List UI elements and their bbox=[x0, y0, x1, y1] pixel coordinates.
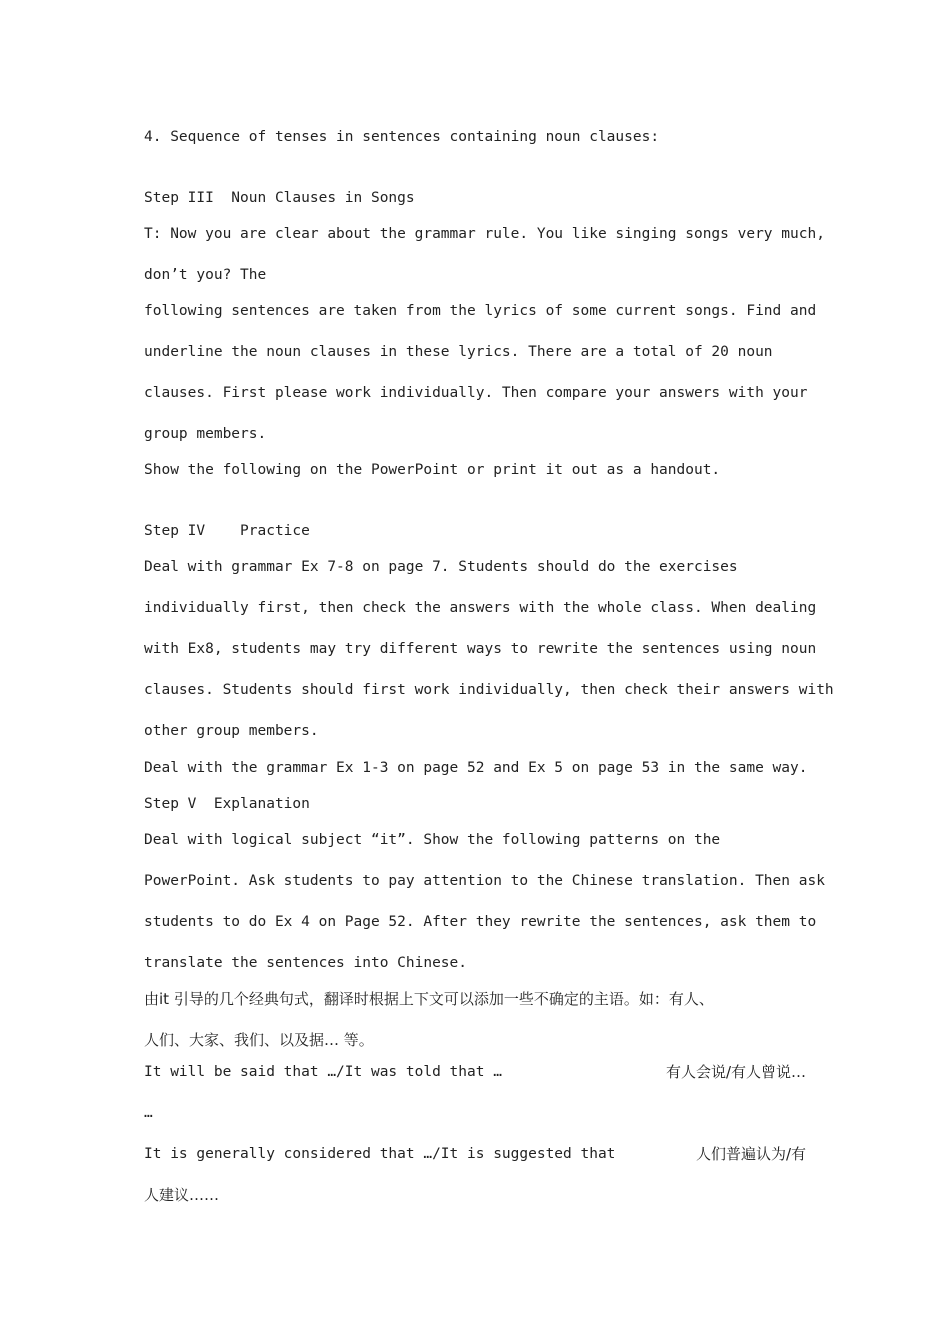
paragraph-line: students to do Ex 4 on Page 52. After they rewrite the sentences, ask them to bbox=[144, 914, 817, 930]
paragraph-line: T: Now you are clear about the grammar rule. You like singing songs very much, bbox=[144, 226, 825, 242]
paragraph-line: underline the noun clauses in these lyrics. There are a total of 20 noun bbox=[144, 344, 773, 360]
paragraph-line: clauses. First please work individually. Then compare your answers with your bbox=[144, 385, 808, 401]
paragraph-line: Deal with grammar Ex 7-8 on page 7. Students should do the exercises bbox=[144, 559, 738, 575]
paragraph-line: group members. bbox=[144, 426, 267, 442]
ellipsis-line: … bbox=[144, 1105, 153, 1121]
step-iii-heading: Step III Noun Clauses in Songs bbox=[144, 190, 415, 206]
paragraph-line: don’t you? The bbox=[144, 267, 267, 283]
pattern-line: It is generally considered that …/It is suggested that bbox=[144, 1146, 616, 1162]
pattern-translation: 有人会说/有人曾说… bbox=[665, 1063, 806, 1081]
heading-sequence-of-tenses: 4. Sequence of tenses in sentences containing noun clauses: bbox=[144, 129, 660, 145]
step-v-heading: Step V Explanation bbox=[144, 796, 310, 812]
pattern-translation-continued: 人建议…… bbox=[144, 1186, 220, 1204]
pattern-line: It will be said that …/It was told that … bbox=[144, 1064, 502, 1080]
paragraph-line: following sentences are taken from the lyrics of some current songs. Find and bbox=[144, 303, 817, 319]
paragraph-line: clauses. Students should first work individually, then check their answers with bbox=[144, 682, 834, 698]
step-iv-heading: Step IV Practice bbox=[144, 523, 310, 539]
paragraph-line: translate the sentences into Chinese. bbox=[144, 955, 468, 971]
paragraph-line: other group members. bbox=[144, 723, 319, 739]
paragraph-line: Deal with the grammar Ex 1-3 on page 52 and Ex 5 on page 53 in the same way. bbox=[144, 760, 808, 776]
paragraph-line: Show the following on the PowerPoint or print it out as a handout. bbox=[144, 462, 721, 478]
paragraph-line: Deal with logical subject “it”. Show the following patterns on the bbox=[144, 832, 721, 848]
paragraph-line: PowerPoint. Ask students to pay attention to the Chinese translation. Then ask bbox=[144, 873, 825, 889]
paragraph-line: individually first, then check the answers with the whole class. When dealing bbox=[144, 600, 817, 616]
chinese-paragraph-line: 人们、大家、我们、以及据… 等。 bbox=[144, 1031, 374, 1049]
chinese-paragraph-line: 由it 引导的几个经典句式，翻译时根据上下文可以添加一些不确定的主语。如：有人、 bbox=[144, 990, 714, 1008]
paragraph-line: with Ex8, students may try different ways to rewrite the sentences using noun bbox=[144, 641, 817, 657]
pattern-translation: 人们普遍认为/有 bbox=[695, 1145, 806, 1163]
